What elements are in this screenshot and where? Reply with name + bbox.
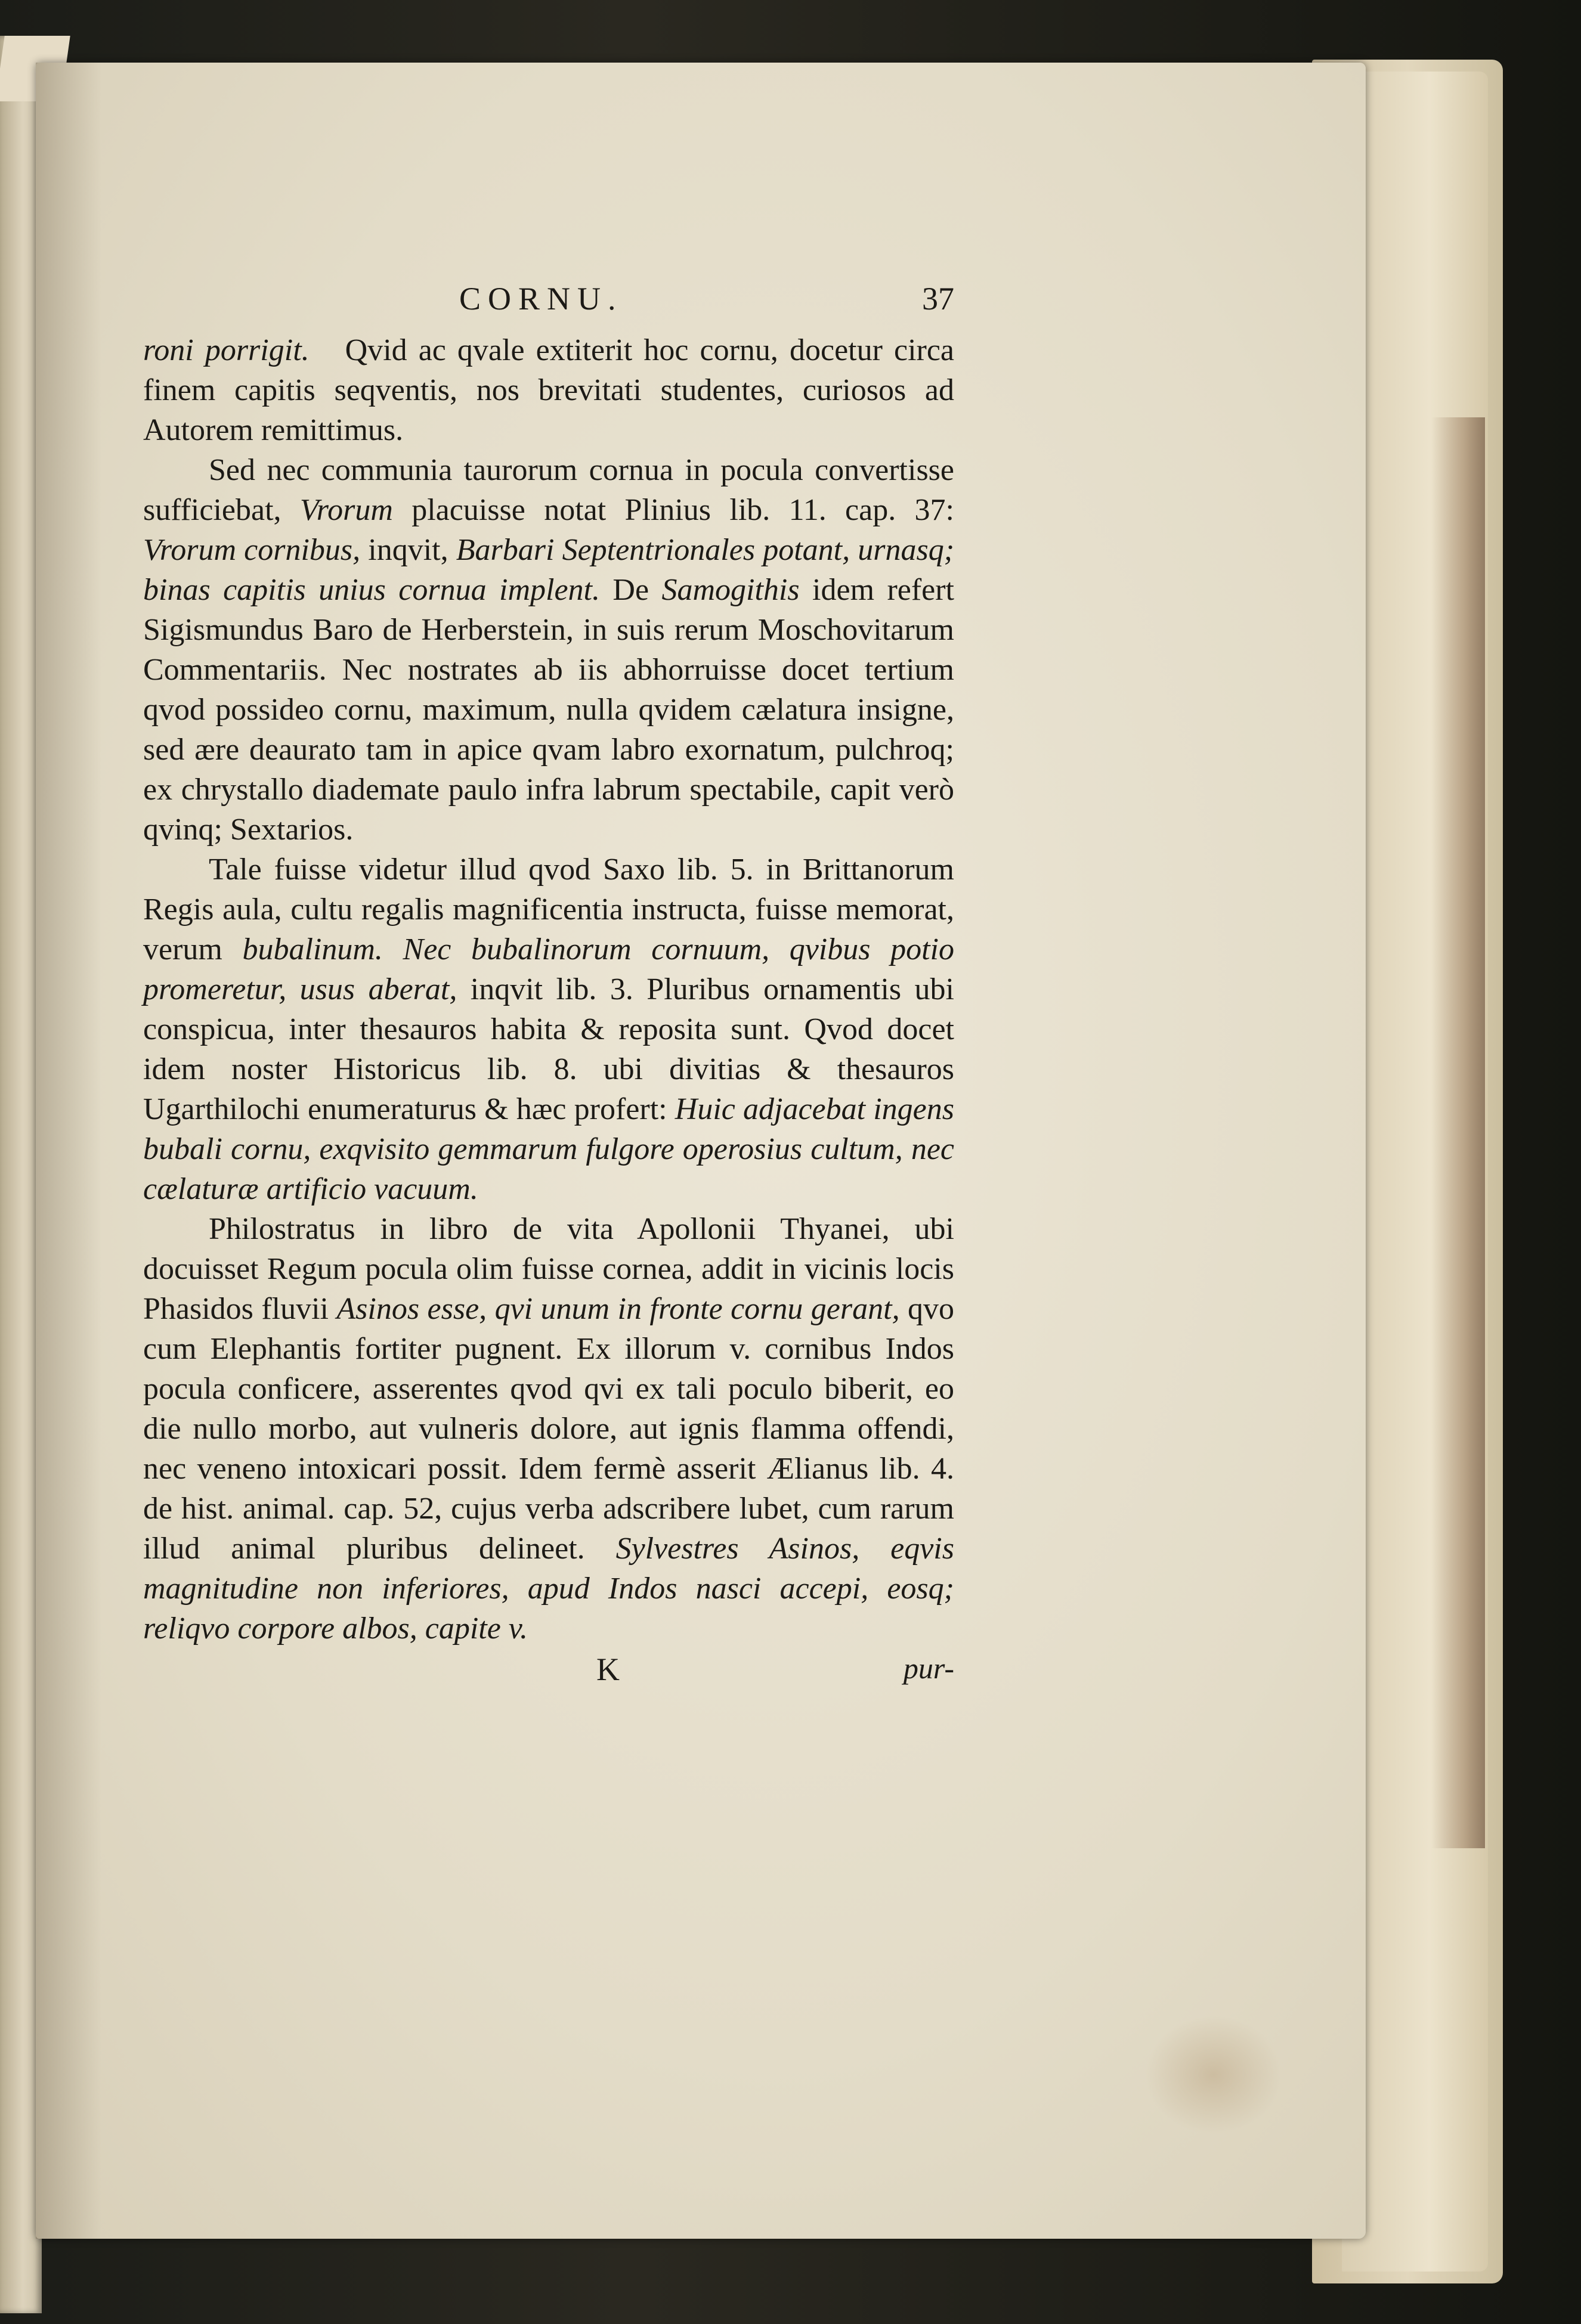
italic-text: Huic adjacebat ingens bubali cornu, exqvisito gemmarum fulgore operosius cultum, nec cælaturæ artificio vacuum. xyxy=(143,1092,954,1206)
roman-text: placuisse notat Plinius lib. 11. cap. 37: xyxy=(392,493,955,527)
roman-text: inqvit, xyxy=(360,533,456,567)
roman-text: inqvit lib. 3. Pluribus ornamentis ubi conspicua, inter thesauros habita & reposita sunt. Qvod docet idem noster Historicus lib. 8. ubi divitias & thesauros Ugarthilochi enumeraturus & hæc profert: xyxy=(143,972,955,1126)
roman-text: De xyxy=(600,573,662,607)
body-text xyxy=(143,330,954,1649)
italic-text: Barbari Septentrionales potant, urnasq; binas capitis unius cornua implent. xyxy=(143,533,955,607)
italic-text: bubalinum. Nec bubalinorum cornuum, qvibus potio promeretur, usus aberat, xyxy=(143,932,954,1006)
italic-text: Vrorum cornibus, xyxy=(143,533,361,567)
italic-text: Asinos esse, qvi unum in fronte cornu gerant, xyxy=(336,1292,900,1326)
running-head xyxy=(143,280,954,328)
gutter-shadow xyxy=(36,63,101,2239)
paragraph xyxy=(143,330,954,450)
roman-text: idem refert Sigismundus Baro de Herberstein, in suis rerum Moschovitarum Commentariis. Nec nostrates ab iis abhorruisse docet tertium qvod possideo cornu, maximum, nulla qvidem cælatura insigne, sed ære deaurato tam in apice qvam labro exornatum, pulchroq; ex chrystallo diademate paulo infra labrum spectabile, capit verò qvinq; Sextarios. xyxy=(143,573,954,847)
page-number: 37 xyxy=(922,281,954,317)
roman-text: Tale fuisse videtur illud qvod Saxo lib. 5. in Brittanorum Regis aula, cultu regalis magnificentia instructa, fuisse memorat, verum xyxy=(143,853,954,966)
signature-mark: K xyxy=(596,1651,620,1687)
foxing-stain xyxy=(1145,2015,1282,2134)
italic-text: Vrorum xyxy=(299,493,393,527)
italic-text: roni porrigit. xyxy=(143,333,310,367)
italic-text: Samogithis xyxy=(661,573,800,607)
roman-text: Qvid ac qvale extiterit hoc cornu, docetur circa finem capitis seqventis, nos brevitati studentes, curiosos ad Autorem remittimus. xyxy=(143,333,954,447)
roman-text: Sed nec communia taurorum cornua in pocula convertisse sufficiebat, xyxy=(143,453,954,527)
italic-text: Sylvestres Asinos, eqvis magnitudine non inferiores, apud Indos nasci accepi, eosq; reliqvo corpore albos, capite v. xyxy=(143,1532,954,1646)
text-block xyxy=(143,280,954,1699)
running-title: CORNU. xyxy=(459,281,623,317)
roman-text: Philostratus in libro de vita Apollonii Thyanei, ubi docuisset Regum pocula olim fuisse cornea, addit in vicinis locis Phasidos fluvii xyxy=(143,1212,954,1326)
roman-text: qvo cum Elephantis fortiter pugnent. Ex illorum v. cornibus Indos pocula conficere, asserentes qvod qvi ex tali poculo biberit, eo die nullo morbo, aut vulneris dolore, aut ignis flamma offendi, nec veneno intoxicari possit. Idem fermè asserit Ælianus lib. 4. de hist. animal. cap. 52, cujus verba adscribere lubet, cum rarum illud animal pluribus delineet. xyxy=(143,1292,954,1566)
paragraph xyxy=(143,1209,954,1649)
leaf-edge-stain xyxy=(1431,417,1485,1848)
paragraph xyxy=(143,450,954,850)
page-footer xyxy=(143,1651,954,1699)
catchword: pur- xyxy=(903,1651,954,1685)
paragraph xyxy=(143,850,954,1209)
